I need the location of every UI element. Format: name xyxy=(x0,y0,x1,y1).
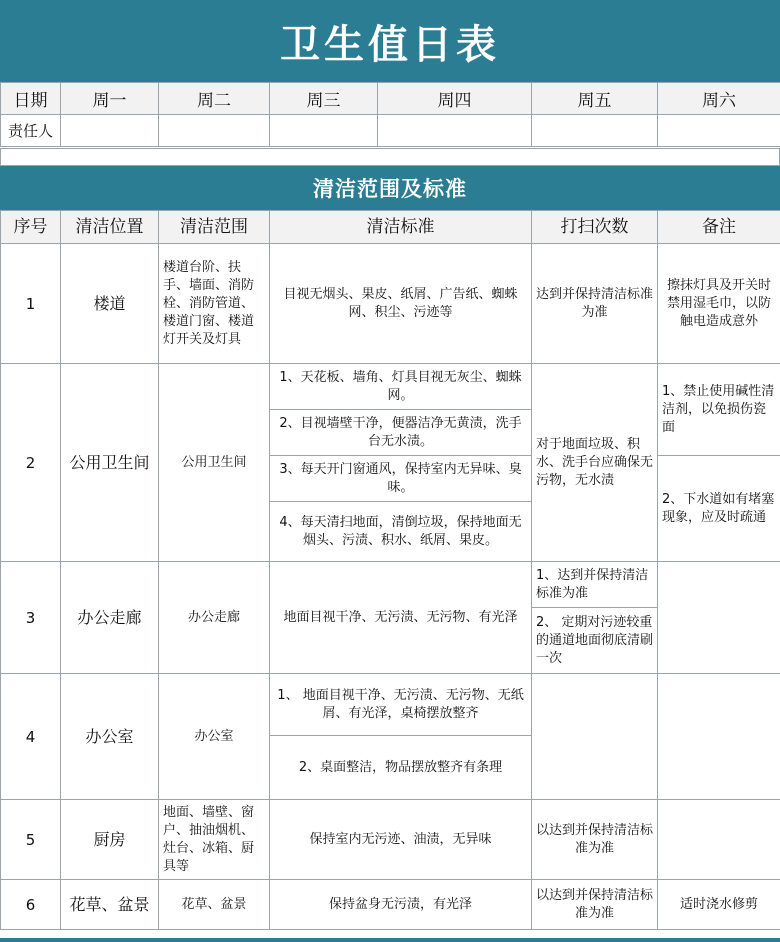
page-title: 卫生值日表 xyxy=(280,20,500,68)
table-row xyxy=(1,244,780,364)
row-scope: 花草、盆景 xyxy=(159,880,270,930)
row-remark xyxy=(658,674,780,800)
standards-table xyxy=(0,210,780,930)
responsible-cell[interactable] xyxy=(532,115,658,147)
day-sat: 周六 xyxy=(658,83,780,115)
col-scope: 清洁范围 xyxy=(159,211,270,244)
section-bar xyxy=(0,166,780,210)
row-no: 1 xyxy=(1,244,61,364)
day-wed: 周三 xyxy=(270,83,378,115)
row-no: 2 xyxy=(1,364,61,562)
row-remark xyxy=(658,800,780,880)
spacer-row xyxy=(0,148,780,166)
row-frequency: 以达到并保持清洁标准为准 xyxy=(532,800,658,880)
row-standard: 3、每天开门窗通风，保持室内无异味、臭味。 xyxy=(270,456,532,502)
schedule-table xyxy=(0,82,780,147)
row-standard: 保持室内无污迹、油渍，无异味 xyxy=(270,800,532,880)
table-row xyxy=(1,364,780,410)
row-standard: 目视无烟头、果皮、纸屑、广告纸、蜘蛛网、积尘、污迹等 xyxy=(270,244,532,364)
col-location: 清洁位置 xyxy=(61,211,159,244)
row-scope: 办公室 xyxy=(159,674,270,800)
row-remark xyxy=(658,562,780,674)
responsible-cell[interactable] xyxy=(159,115,270,147)
row-standard: 2、桌面整洁，物品摆放整齐有条理 xyxy=(270,736,532,800)
row-scope: 地面、墙壁、窗户、抽油烟机、灶台、冰箱、厨具等 xyxy=(159,800,270,880)
day-thu: 周四 xyxy=(378,83,532,115)
row-standard: 1、天花板、墙角、灯具目视无灰尘、蜘蛛网。 xyxy=(270,364,532,410)
day-fri: 周五 xyxy=(532,83,658,115)
responsible-cell[interactable] xyxy=(658,115,780,147)
row-scope: 公用卫生间 xyxy=(159,364,270,562)
row-no: 6 xyxy=(1,880,61,930)
row-frequency xyxy=(532,674,658,800)
row-standard: 4、每天清扫地面，清倒垃圾，保持地面无烟头、污渍、积水、纸屑、果皮。 xyxy=(270,502,532,562)
row-scope: 办公走廊 xyxy=(159,562,270,674)
col-standard: 清洁标准 xyxy=(270,211,532,244)
row-location: 楼道 xyxy=(61,244,159,364)
col-frequency: 打扫次数 xyxy=(532,211,658,244)
title-bar xyxy=(0,0,780,82)
row-remark: 2、下水道如有堵塞现象，应及时疏通 xyxy=(658,456,780,562)
row-location: 办公走廊 xyxy=(61,562,159,674)
row-frequency: 1、达到并保持清洁标准为准 xyxy=(532,562,658,608)
row-remark: 擦抹灯具及开关时禁用湿毛巾，以防触电造成意外 xyxy=(658,244,780,364)
bottom-border xyxy=(0,938,780,942)
row-frequency: 达到并保持清洁标准为准 xyxy=(532,244,658,364)
responsible-label: 责任人 xyxy=(1,115,61,147)
schedule-header-row xyxy=(1,83,780,115)
responsible-cell[interactable] xyxy=(61,115,159,147)
row-frequency: 对于地面垃圾、积水、洗手台应确保无污物，无水渍 xyxy=(532,364,658,562)
col-no: 序号 xyxy=(1,211,61,244)
row-no: 3 xyxy=(1,562,61,674)
row-remark: 适时浇水修剪 xyxy=(658,880,780,930)
row-remark: 1、禁止使用碱性清洁剂，以免损伤瓷面 xyxy=(658,364,780,456)
row-standard: 保持盆身无污渍，有光泽 xyxy=(270,880,532,930)
day-tue: 周二 xyxy=(159,83,270,115)
row-location: 公用卫生间 xyxy=(61,364,159,562)
table-row xyxy=(1,562,780,608)
row-location: 厨房 xyxy=(61,800,159,880)
row-location: 花草、盆景 xyxy=(61,880,159,930)
row-standard: 1、 地面目视干净、无污渍、无污物、无纸屑、有光泽，桌椅摆放整齐 xyxy=(270,674,532,736)
table-row xyxy=(1,800,780,880)
day-mon: 周一 xyxy=(61,83,159,115)
section-title: 清洁范围及标准 xyxy=(313,176,467,201)
responsible-row xyxy=(1,115,780,147)
responsible-cell[interactable] xyxy=(378,115,532,147)
date-label: 日期 xyxy=(1,83,61,115)
responsible-cell[interactable] xyxy=(270,115,378,147)
col-remark: 备注 xyxy=(658,211,780,244)
row-location: 办公室 xyxy=(61,674,159,800)
row-no: 5 xyxy=(1,800,61,880)
row-frequency: 以达到并保持清洁标准为准 xyxy=(532,880,658,930)
table-row xyxy=(1,880,780,930)
row-standard: 2、目视墙壁干净，便器洁净无黄渍，洗手台无水渍。 xyxy=(270,410,532,456)
row-frequency: 2、 定期对污迹较重的通道地面彻底清刷一次 xyxy=(532,608,658,674)
row-scope: 楼道台阶、扶手、墙面、消防栓、消防管道、楼道门窗、楼道灯开关及灯具 xyxy=(159,244,270,364)
table-row xyxy=(1,674,780,736)
standards-header-row xyxy=(1,211,780,244)
row-standard: 地面目视干净、无污渍、无污物、有光泽 xyxy=(270,562,532,674)
row-no: 4 xyxy=(1,674,61,800)
